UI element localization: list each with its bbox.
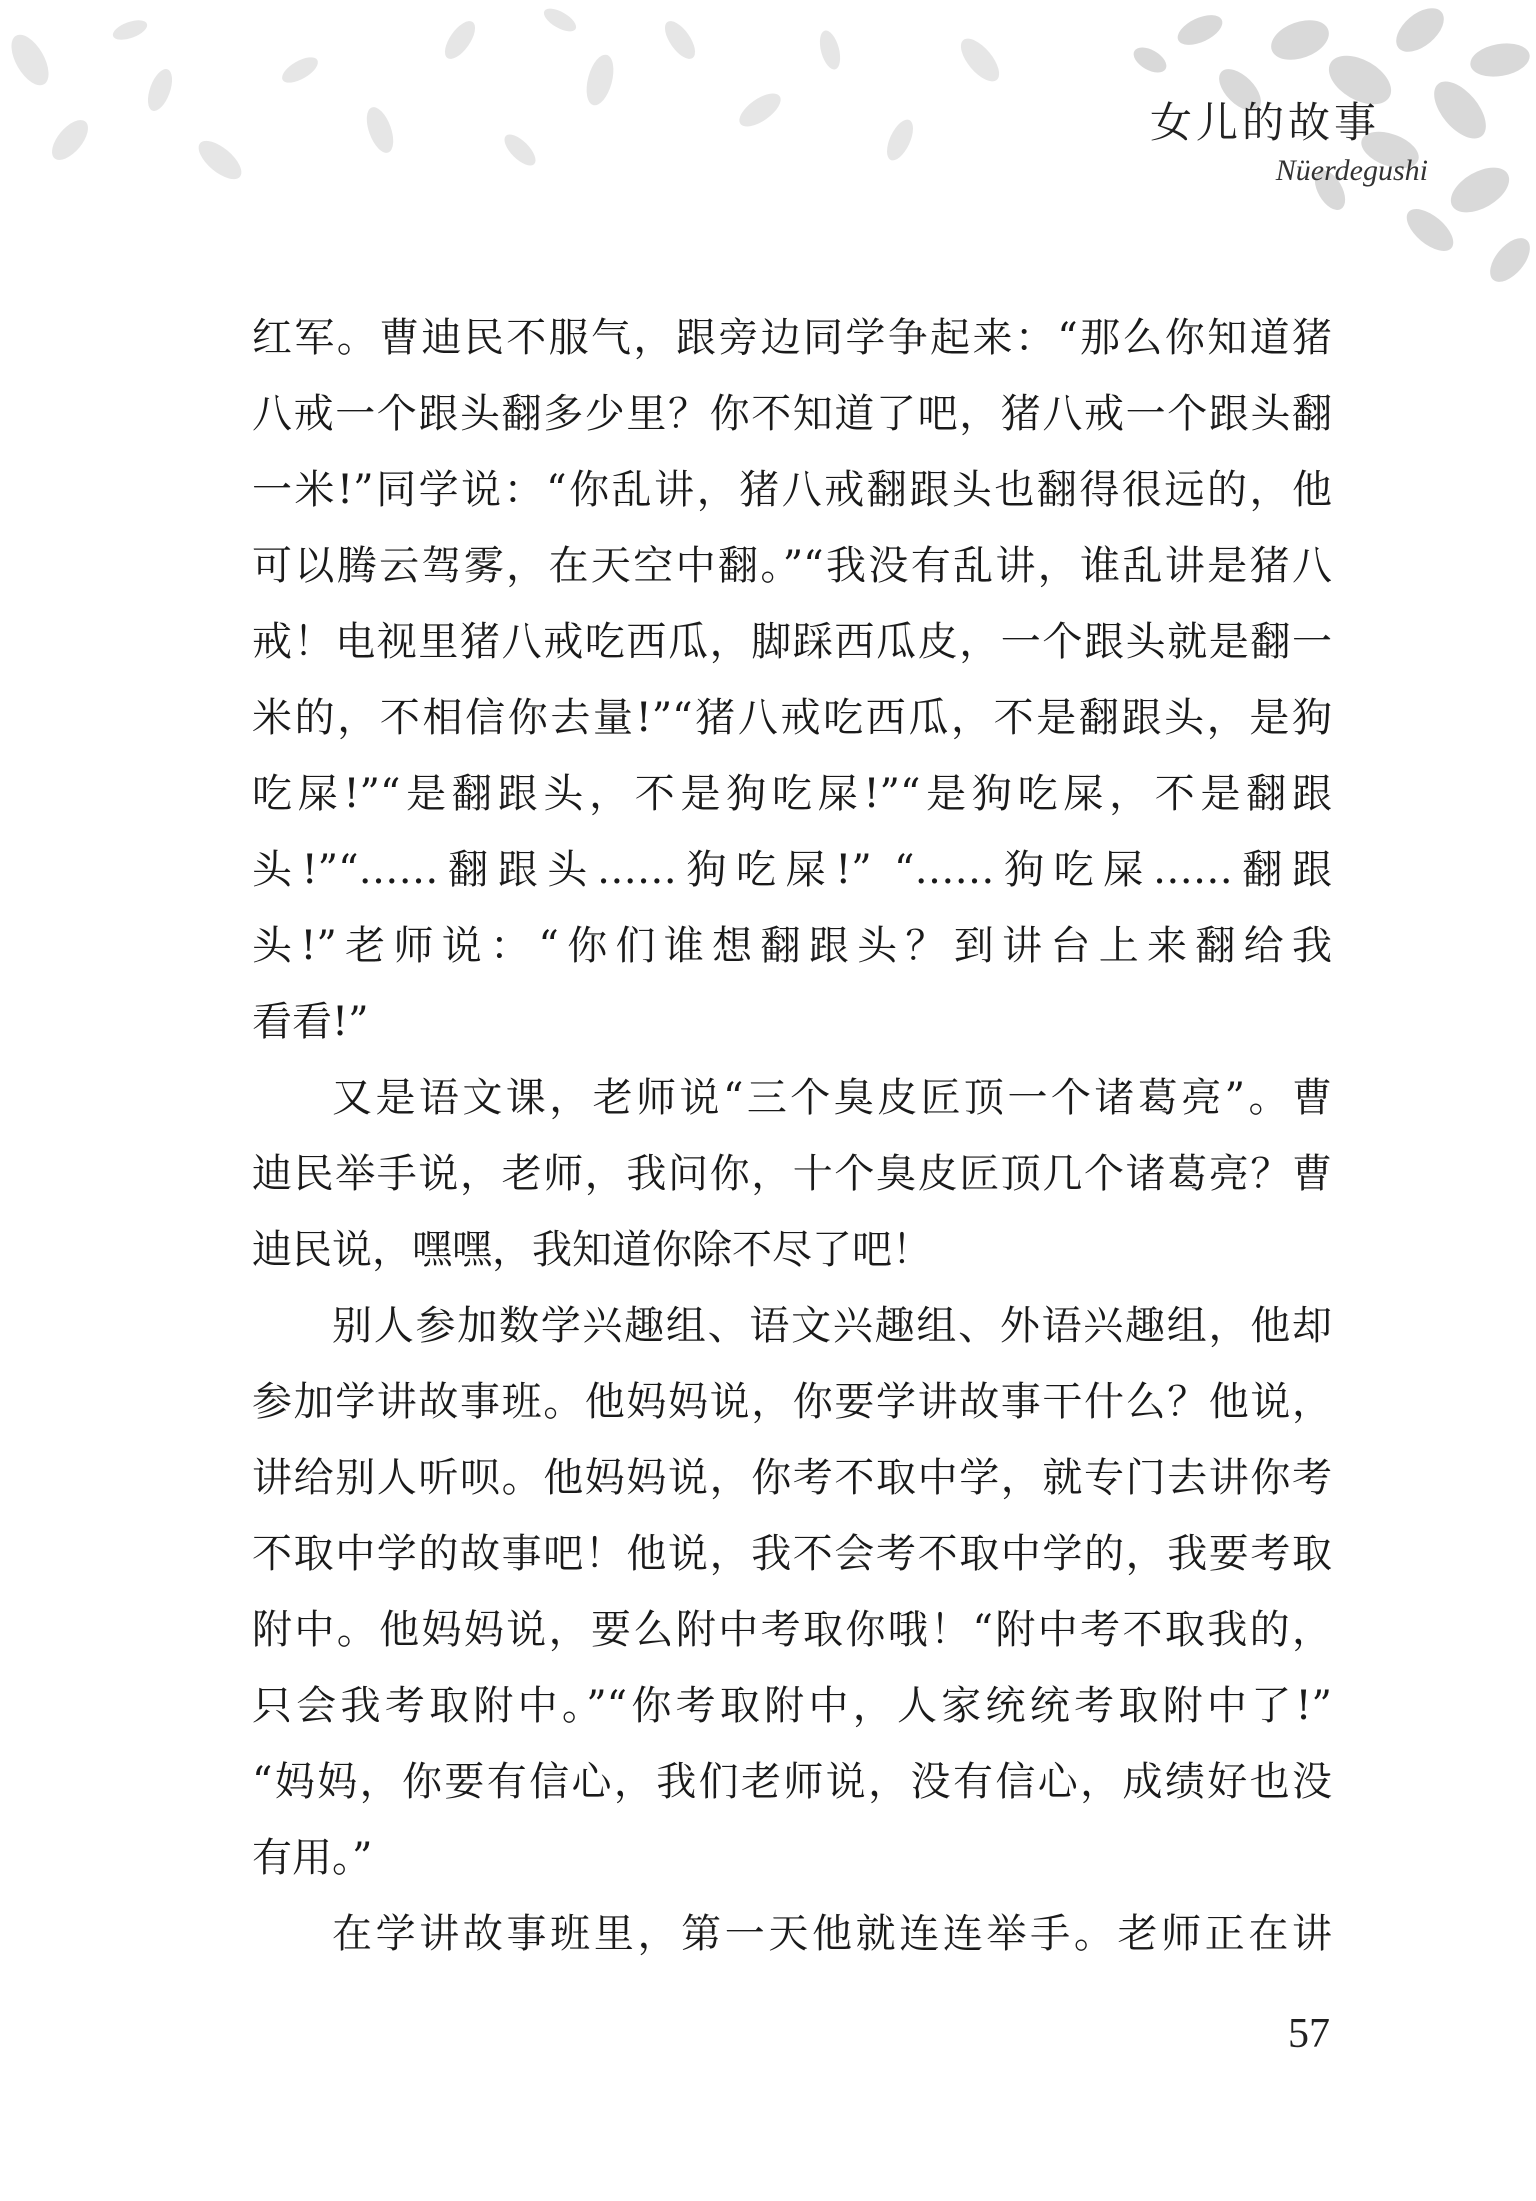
text-line: 有用。” — [252, 1835, 373, 1881]
paragraph-1 — [252, 300, 1332, 1060]
text-line: 红军。曹迪民不服气，跟旁边同学争起来：“那么你知道猪 — [252, 315, 1332, 361]
text-line: 米的，不相信你去量!”“猪八戒吃西瓜，不是翻跟头，是狗 — [252, 695, 1332, 741]
header-subtitle: Nüerdegushi — [1275, 154, 1428, 187]
text-line: 一米!”同学说：“你乱讲，猪八戒翻跟头也翻得很远的，他 — [252, 467, 1332, 513]
text-line: 可以腾云驾雾，在天空中翻。”“我没有乱讲，谁乱讲是猪八 — [252, 543, 1332, 589]
page-number: 57 — [1288, 2011, 1330, 2057]
paragraph-3 — [252, 1288, 1332, 1896]
running-header — [1149, 98, 1428, 188]
text-line: “妈妈，你要有信心，我们老师说，没有信心，成绩好也没 — [252, 1759, 1332, 1805]
text-line: 又是语文课，老师说“三个臭皮匠顶一个诸葛亮”。曹 — [332, 1075, 1332, 1121]
paragraph-2 — [252, 1060, 1332, 1288]
text-line: 参加学讲故事班。他妈妈说，你要学讲故事干什么？他说， — [252, 1379, 1332, 1425]
text-line: 迪民说，嘿嘿，我知道你除不尽了吧！ — [252, 1227, 932, 1273]
text-line: 八戒一个跟头翻多少里？你不知道了吧，猪八戒一个跟头翻 — [252, 391, 1332, 437]
text-line: 头!”老师说：“你们谁想翻跟头？到讲台上来翻给我 — [252, 923, 1332, 969]
text-line: 附中。他妈妈说，要么附中考取你哦！“附中考不取我的， — [252, 1607, 1332, 1653]
text-line: 在学讲故事班里，第一天他就连连举手。老师正在讲 — [332, 1911, 1332, 1957]
body-text — [252, 300, 1332, 1972]
text-line: 戒！电视里猪八戒吃西瓜，脚踩西瓜皮，一个跟头就是翻一 — [252, 619, 1332, 665]
text-line: 迪民举手说，老师，我问你，十个臭皮匠顶几个诸葛亮？曹 — [252, 1151, 1332, 1197]
text-line: 别人参加数学兴趣组、语文兴趣组、外语兴趣组，他却 — [332, 1303, 1332, 1349]
text-line: 不取中学的故事吧！他说，我不会考不取中学的，我要考取 — [252, 1531, 1332, 1577]
text-line: 吃屎!”“是翻跟头，不是狗吃屎!”“是狗吃屎，不是翻跟 — [252, 771, 1332, 817]
paragraph-4 — [252, 1896, 1332, 1972]
text-line: 只会我考取附中。”“你考取附中，人家统统考取附中了!” — [252, 1683, 1332, 1729]
text-line: 看看!” — [252, 999, 369, 1045]
text-line: 讲给别人听呗。他妈妈说，你考不取中学，就专门去讲你考 — [252, 1455, 1332, 1501]
header-title: 女儿的故事 — [1149, 98, 1380, 147]
text-line: 头!”“……翻跟头……狗吃屎!” “……狗吃屎……翻跟 — [252, 847, 1332, 893]
